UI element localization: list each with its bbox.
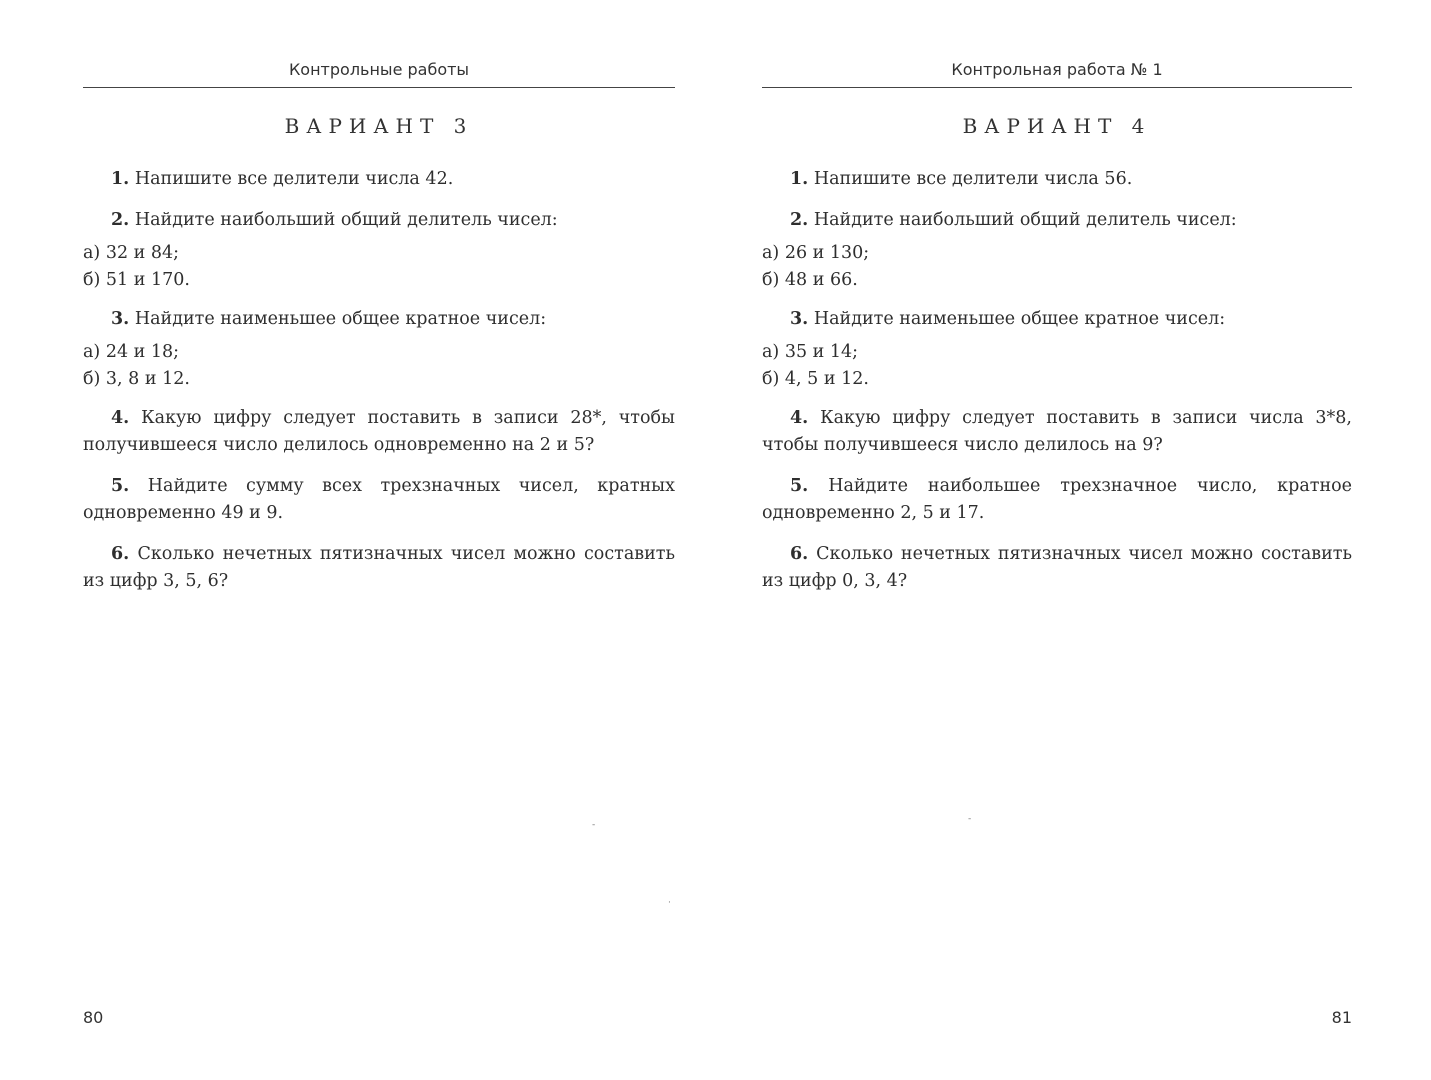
- subitem-a: а) 32 и 84;: [83, 243, 180, 263]
- task-1: [762, 166, 1352, 193]
- scan-speck: -: [592, 820, 596, 830]
- subitem-b: б) 3, 8 и 12.: [83, 369, 190, 389]
- task-text: Сколько нечетных пятизначных чисел можно составить из цифр 0, 3, 4?: [762, 544, 1352, 591]
- task-3-subitems: [83, 339, 675, 393]
- task-4: [83, 405, 675, 459]
- right-page: [762, 0, 1352, 1080]
- task-number: 2.: [790, 210, 809, 230]
- task-text: Сколько нечетных пятизначных чисел можно составить из цифр 3, 5, 6?: [83, 544, 675, 591]
- left-page: [83, 0, 675, 1080]
- task-number: 5.: [111, 476, 130, 496]
- task-6: [83, 541, 675, 595]
- task-list: [83, 166, 675, 609]
- task-text: Найдите наибольший общий делитель чисел:: [134, 210, 558, 230]
- subitem-b: б) 4, 5 и 12.: [762, 369, 869, 389]
- task-list: [762, 166, 1352, 609]
- task-2-subitems: [83, 240, 675, 294]
- task-6: [762, 541, 1352, 595]
- task-5: [83, 473, 675, 527]
- task-number: 2.: [111, 210, 130, 230]
- task-number: 4.: [111, 408, 130, 428]
- task-text: Найдите наибольший общий делитель чисел:: [813, 210, 1237, 230]
- task-2-subitems: [762, 240, 1352, 294]
- running-head: Контрольные работы: [288, 60, 470, 79]
- subitem-b: б) 48 и 66.: [762, 270, 858, 290]
- task-4: [762, 405, 1352, 459]
- task-5: [762, 473, 1352, 527]
- task-number: 6.: [790, 544, 809, 564]
- scan-speck: ·: [668, 898, 671, 908]
- task-text: Какую цифру следует поставить в записи 28*, чтобы получившееся число делилось одновременно на 2 и 5?: [83, 408, 675, 455]
- page-number: 81: [1331, 1008, 1352, 1027]
- task-text: Найдите сумму всех трехзначных чисел, кратных одновременно 49 и 9.: [83, 476, 675, 523]
- task-number: 4.: [790, 408, 809, 428]
- subitem-a: а) 26 и 130;: [762, 243, 870, 263]
- task-1: [83, 166, 675, 193]
- head-rule: [762, 87, 1352, 88]
- task-number: 5.: [790, 476, 809, 496]
- task-text: Найдите наименьшее общее кратное чисел:: [134, 309, 547, 329]
- task-text: Напишите все делители числа 42.: [134, 169, 454, 189]
- task-number: 1.: [111, 169, 130, 189]
- task-text: Найдите наименьшее общее кратное чисел:: [813, 309, 1226, 329]
- variant-title: ВАРИАНТ 4: [962, 114, 1152, 138]
- task-3: [83, 306, 675, 333]
- task-number: 3.: [790, 309, 809, 329]
- task-3-subitems: [762, 339, 1352, 393]
- page-number: 80: [83, 1008, 104, 1027]
- variant-title: ВАРИАНТ 3: [284, 114, 474, 138]
- head-rule: [83, 87, 675, 88]
- task-text: Какую цифру следует поставить в записи числа 3*8, чтобы получившееся число делилось на 9?: [762, 408, 1352, 455]
- task-2: [83, 207, 675, 234]
- running-head: Контрольная работа № 1: [951, 60, 1163, 79]
- task-number: 3.: [111, 309, 130, 329]
- task-text: Напишите все делители числа 56.: [813, 169, 1133, 189]
- task-text: Найдите наибольшее трехзначное число, кратное одновременно 2, 5 и 17.: [762, 476, 1352, 523]
- subitem-b: б) 51 и 170.: [83, 270, 190, 290]
- task-number: 1.: [790, 169, 809, 189]
- scan-speck: -: [968, 814, 972, 824]
- subitem-a: а) 35 и 14;: [762, 342, 859, 362]
- task-2: [762, 207, 1352, 234]
- subitem-a: а) 24 и 18;: [83, 342, 180, 362]
- task-3: [762, 306, 1352, 333]
- task-number: 6.: [111, 544, 130, 564]
